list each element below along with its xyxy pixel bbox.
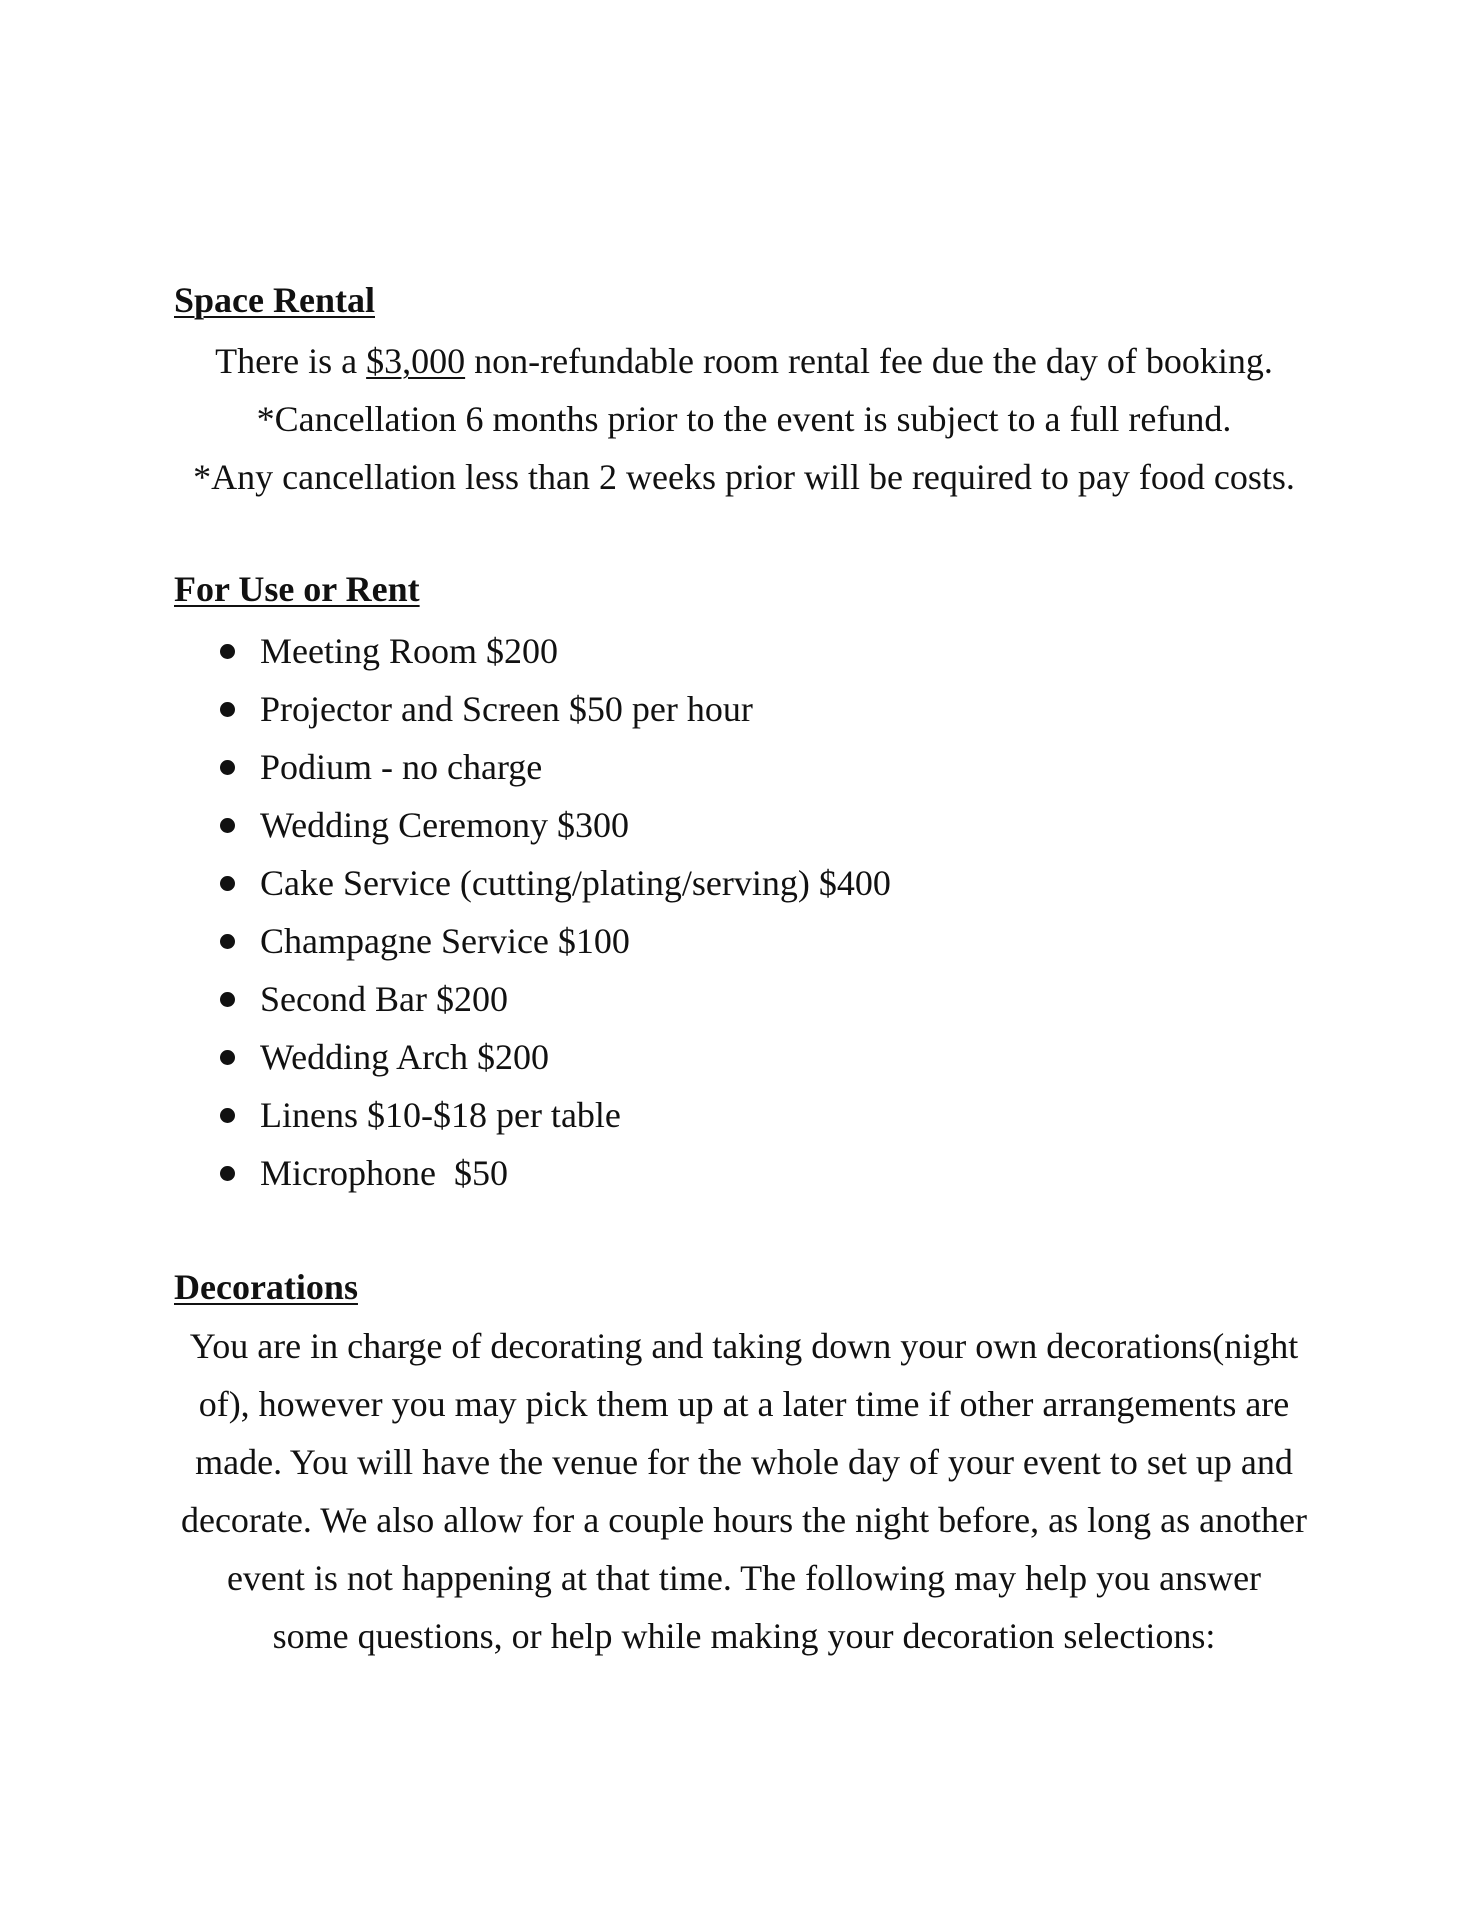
list-item — [214, 912, 891, 970]
list-item — [214, 738, 891, 796]
bullet-icon — [220, 1050, 235, 1065]
list-item — [214, 1086, 891, 1144]
decorations-line: decorate. We also allow for a couple hours the night before, as long as another — [180, 1500, 1308, 1540]
bullet-icon — [220, 934, 235, 949]
rental-fee-amount: $3,000 — [366, 341, 466, 381]
list-item — [214, 970, 891, 1028]
list-item-text: Cake Service (cutting/plating/serving) $400 — [260, 863, 891, 903]
list-item — [214, 1028, 891, 1086]
rental-fee-suffix: non-refundable room rental fee due the day of booking. — [465, 341, 1273, 381]
space-rental-heading: Space Rental — [174, 280, 375, 320]
bullet-icon — [220, 644, 235, 659]
decorations-line: made. You will have the venue for the whole day of your event to set up and — [195, 1442, 1293, 1482]
list-item-text: Linens $10-$18 per table — [260, 1095, 621, 1135]
decorations-line: event is not happening at that time. The following may help you answer — [226, 1558, 1262, 1598]
rental-fee-prefix: There is a — [215, 341, 367, 381]
space-rental-body — [174, 332, 1314, 506]
decorations-line: of), however you may pick them up at a later time if other arrangements are — [198, 1384, 1290, 1424]
rental-fee-line — [174, 332, 1314, 390]
for-use-or-rent-heading: For Use or Rent — [174, 569, 420, 609]
bullet-icon — [220, 1108, 235, 1123]
list-item-text: Second Bar $200 — [260, 979, 508, 1019]
cancellation-refund-line: *Cancellation 6 months prior to the event is subject to a full refund. — [256, 399, 1232, 439]
list-item-text: Champagne Service $100 — [260, 921, 630, 961]
decorations-body — [160, 1317, 1328, 1665]
list-item — [214, 854, 891, 912]
bullet-icon — [220, 702, 235, 717]
cancellation-food-costs-line: *Any cancellation less than 2 weeks prior will be required to pay food costs. — [193, 457, 1295, 497]
bullet-icon — [220, 760, 235, 775]
decorations-heading: Decorations — [174, 1267, 358, 1307]
list-item — [214, 622, 891, 680]
decorations-line: some questions, or help while making your decoration selections: — [272, 1616, 1216, 1656]
list-item-text: Meeting Room $200 — [260, 631, 558, 671]
list-item — [214, 1144, 891, 1202]
list-item-text: Wedding Ceremony $300 — [260, 805, 630, 845]
rent-items-list — [214, 622, 891, 1202]
bullet-icon — [220, 876, 235, 891]
list-item-text: Podium - no charge — [260, 747, 543, 787]
bullet-icon — [220, 1166, 235, 1181]
list-item-text: Wedding Arch $200 — [260, 1037, 550, 1077]
list-item — [214, 796, 891, 854]
bullet-icon — [220, 818, 235, 833]
list-item-text: Projector and Screen $50 per hour — [260, 689, 753, 729]
list-item — [214, 680, 891, 738]
decorations-line: You are in charge of decorating and taking down your own decorations(night — [189, 1326, 1299, 1366]
list-item-text: Microphone $50 — [260, 1153, 508, 1193]
bullet-icon — [220, 992, 235, 1007]
